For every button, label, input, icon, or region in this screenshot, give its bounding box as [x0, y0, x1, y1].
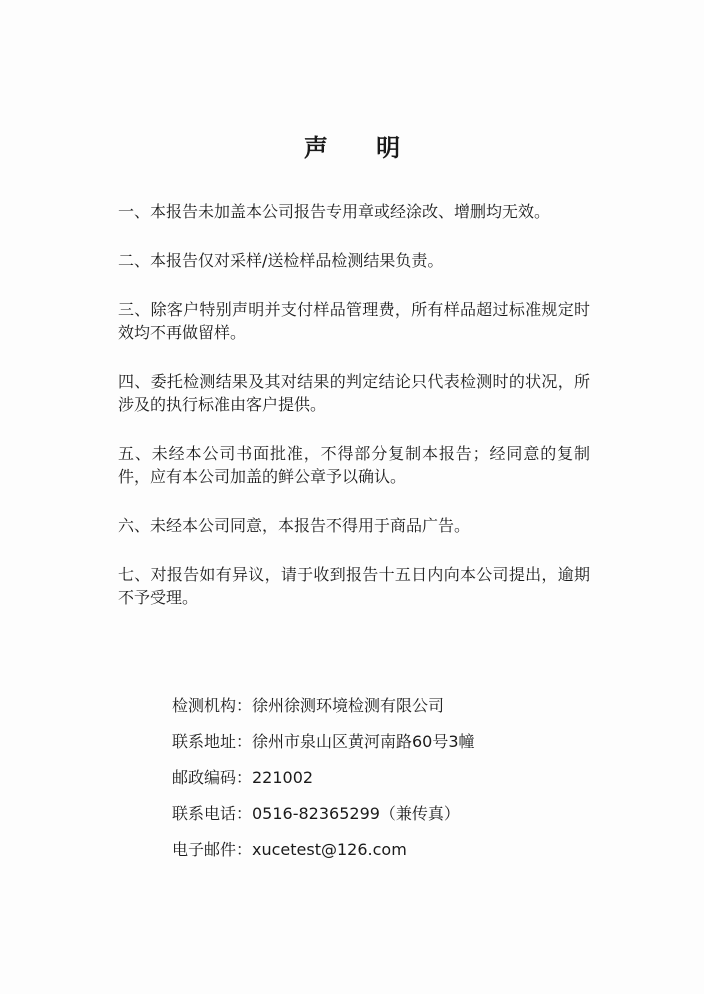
clause-4: 四、委托检测结果及其对结果的判定结论只代表检测时的状况，所涉及的执行标准由客户提供。: [118, 372, 590, 414]
clause-1: 一、本报告未加盖本公司报告专用章或经涂改、增删均无效。: [118, 202, 551, 221]
clause-3: 三、除客户特别声明并支付样品管理费，所有样品超过标准规定时效均不再做留样。: [118, 300, 590, 342]
contact-phone: 联系电话：0516-82365299（兼传真）: [172, 804, 460, 823]
contact-address: 联系地址：徐州市泉山区黄河南路60号3幢: [172, 732, 475, 751]
contact-postcode: 邮政编码：221002: [172, 768, 314, 787]
declaration-clauses: [118, 200, 590, 635]
contact-email: 电子邮件：xucetest@126.com: [172, 840, 407, 859]
page-title: 声 明: [303, 134, 421, 162]
clause-7: 七、对报告如有异议，请于收到报告十五日内向本公司提出，逾期不予受理。: [118, 565, 590, 607]
clause-2: 二、本报告仅对采样/送检样品检测结果负责。: [118, 251, 444, 270]
contact-info: [172, 694, 592, 874]
contact-institution: 检测机构：徐州徐测环境检测有限公司: [172, 696, 445, 715]
clause-5: 五、未经本公司书面批准，不得部分复制本报告；经同意的复制件，应有本公司加盖的鲜公章予以确认。: [118, 444, 590, 486]
clause-6: 六、未经本公司同意，本报告不得用于商品广告。: [118, 516, 471, 535]
